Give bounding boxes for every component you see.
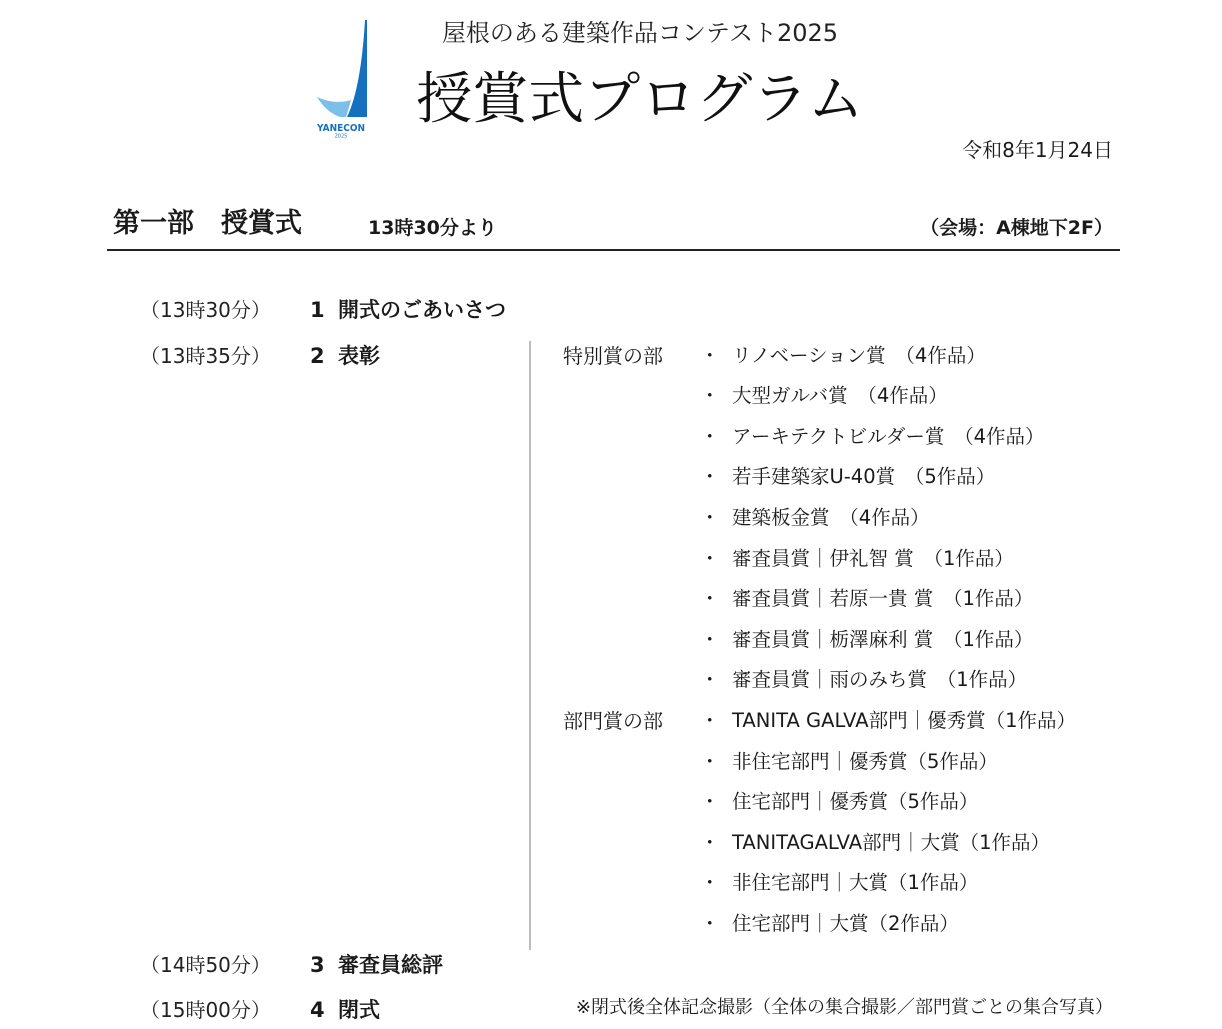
award-item-text: 非住宅部門｜優秀賞（5作品） [732,749,998,773]
award-item [700,498,1163,539]
program-time: （13時30分） [140,298,271,322]
award-item-text: 若手建築家U-40賞 （5作品） [732,465,996,489]
award-group-special [563,336,1163,701]
award-item-text: 住宅部門｜大賞（2作品） [732,912,959,935]
section-venue: （会場：A棟地下2F） [920,217,1113,239]
section-title: 第一部 授賞式 [113,208,302,239]
award-item [700,863,1163,904]
bullet: ・ [700,384,720,408]
award-group-label: 特別賞の部 [563,343,663,368]
award-item-text: TANITA GALVA部門｜優秀賞（1作品） [732,709,1077,733]
awards-divider-line [529,341,531,950]
program-number: 3 [310,953,325,977]
award-item [700,336,1163,377]
bullet: ・ [700,709,720,733]
logo-year: 2025 [334,133,348,140]
award-item-text: 建築板金賞 （4作品） [732,506,930,530]
program-row-1 [0,296,1222,324]
award-item-text: 審査員賞｜伊礼智 賞 （1作品） [732,546,1014,570]
award-item [700,904,1163,945]
program-number: 4 [310,998,325,1022]
award-item [700,539,1163,580]
award-item [700,376,1163,417]
award-group-division [563,701,1163,945]
award-item-text: TANITAGALVA部門｜大賞（1作品） [732,830,1050,854]
award-item [700,782,1163,823]
award-items [700,336,1163,701]
bullet: ・ [700,830,720,854]
program-time: （15時00分） [140,998,271,1022]
bullet: ・ [700,343,720,367]
bullet: ・ [700,465,720,489]
photo-session-note: ※閉式後全体記念撮影（全体の集合撮影／部門賞ごとの集合写真） [575,997,1113,1018]
bullet: ・ [700,424,720,448]
bullet: ・ [700,790,720,814]
award-item-text: 審査員賞｜栃澤麻利 賞 （1作品） [732,627,1034,651]
section-divider-line [107,249,1120,251]
award-item-text: 審査員賞｜雨のみち賞 （1作品） [732,668,1028,692]
bullet: ・ [700,506,720,530]
award-item-text: 大型ガルバ賞 （4作品） [732,384,948,408]
bullet: ・ [700,871,720,895]
award-item [700,823,1163,864]
award-item [700,742,1163,783]
award-item [700,579,1163,620]
award-item-text: リノベーション賞 （4作品） [732,343,986,367]
award-item [700,660,1163,701]
award-group-label: 部門賞の部 [563,709,663,734]
award-item-text: 非住宅部門｜大賞（1作品） [732,871,979,895]
contest-subtitle: 屋根のある建築作品コンテスト2025 [441,19,839,47]
program-label: 表彰 [338,344,380,368]
bullet: ・ [700,546,720,570]
bullet: ・ [700,668,720,692]
program-number: 2 [310,344,325,368]
bullet: ・ [700,587,720,611]
bullet: ・ [700,627,720,651]
award-item [700,701,1163,742]
section-start-time: 13時30分より [368,217,497,239]
award-item [700,620,1163,661]
program-label: 審査員総評 [338,953,443,977]
award-item-text: アーキテクトビルダー賞 （4作品） [732,424,1045,448]
award-items [700,701,1163,945]
program-time: （13時35分） [140,344,271,368]
program-time: （14時50分） [140,953,271,977]
program-number: 1 [310,298,325,322]
award-item-text: 審査員賞｜若原一貴 賞 （1作品） [732,587,1034,611]
award-item [700,457,1163,498]
award-item-text: 住宅部門｜優秀賞（5作品） [732,790,979,814]
program-label: 閉式 [338,998,380,1022]
awards-list [563,336,1163,945]
award-item [700,417,1163,458]
page-title: 授賞式プログラム [416,67,864,132]
event-date: 令和8年1月24日 [962,138,1113,162]
program-row-3 [0,951,1222,979]
logo-wordmark: YANECON [316,123,366,134]
bullet: ・ [700,749,720,773]
bullet: ・ [700,912,720,935]
program-label: 開式のごあいさつ [338,298,506,322]
